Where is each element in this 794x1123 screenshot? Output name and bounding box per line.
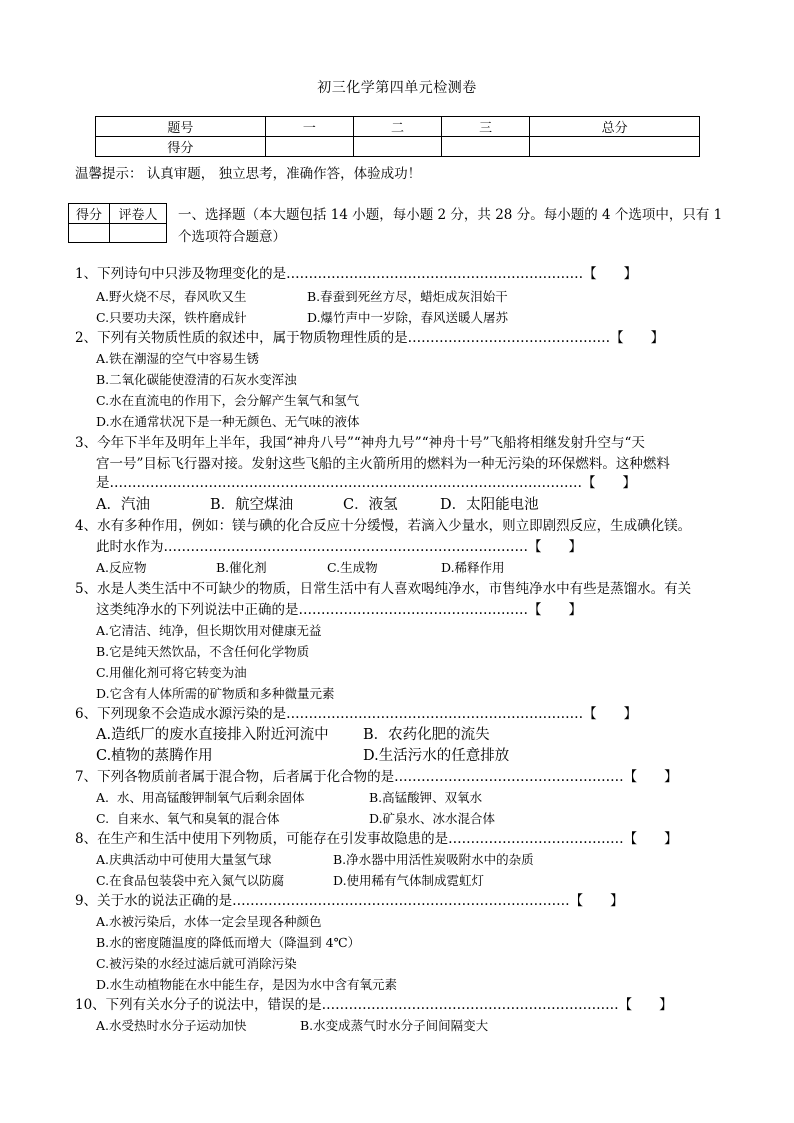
- question-6-option-c[interactable]: C.植物的蒸腾作用: [96, 748, 213, 764]
- question-7-option-d[interactable]: D.矿泉水、冰水混合体: [369, 811, 496, 826]
- question-5-option-a[interactable]: A.它清洁、纯净，但长期饮用对健康无益: [96, 623, 322, 638]
- question-9-option-a[interactable]: A.水被污染后，水体一定会呈现各种颜色: [96, 914, 322, 929]
- question-2-option-d[interactable]: D.水在通常状况下是一种无颜色、无气味的液体: [96, 414, 360, 429]
- question-4-stem-line: 此时水作为………………………………………………………………………【 】: [96, 539, 582, 555]
- question-3-option-d[interactable]: D．太阳能电池: [440, 497, 539, 513]
- section-heading-line: 一、选择题（本大题包括 14 小题，每小题 2 分，共 28 分。每小题的 4 个选项中，只有 1: [178, 207, 723, 223]
- grader-table: [68, 203, 167, 243]
- score-cell: 二: [353, 117, 441, 137]
- question-7-stem: 7、下列各物质前者属于混合物，后者属于化合物的是……………………………………………【 】: [75, 769, 678, 785]
- section-heading: [178, 204, 728, 248]
- question-4-option-a[interactable]: A.反应物: [96, 560, 147, 575]
- question-9-option-c[interactable]: C.被污染的水经过滤后就可消除污染: [96, 956, 297, 971]
- question-3-option-a[interactable]: A．汽油: [96, 497, 150, 513]
- question-3-stem-line: 是……………………………………………………………………………………………【 】: [96, 475, 636, 491]
- question-4-option-c[interactable]: C.生成物: [327, 560, 378, 575]
- question-9-stem: 9、关于水的说法正确的是…………………………………………………………………【 】: [75, 893, 624, 909]
- grader-name-label: 评卷人: [110, 204, 167, 224]
- question-5-option-b[interactable]: B.它是纯天然饮品，不含任何化学物质: [96, 644, 310, 659]
- question-7-option-c[interactable]: C. 自来水、氧气和臭氧的混合体: [96, 811, 280, 826]
- question-4-option-b[interactable]: B.催化剂: [216, 560, 267, 575]
- question-10-stem: 10、下列有关水分子的说法中，错误的是…………………………………………………………【 】: [75, 997, 673, 1013]
- score-input-cell[interactable]: [530, 137, 700, 157]
- grader-name-cell[interactable]: [110, 224, 167, 243]
- question-8-option-b[interactable]: B.净水器中用活性炭吸附水中的杂质: [333, 852, 534, 867]
- question-1-option-d[interactable]: D.爆竹声中一岁除，春风送暖人屠苏: [307, 310, 509, 325]
- score-cell: 三: [442, 117, 530, 137]
- question-1-option-a[interactable]: A.野火烧不尽，春风吹又生: [96, 289, 247, 304]
- question-3-stem-line: 宫一号”目标飞行器对接。发射这些飞船的主火箭所用的燃料为一种无污染的环保燃料。这种燃料: [96, 456, 670, 472]
- question-6-option-d[interactable]: D.生活污水的任意排放: [363, 748, 510, 764]
- question-4-option-d[interactable]: D.稀释作用: [441, 560, 505, 575]
- question-9-option-d[interactable]: D.水生动植物能在水中能生存，是因为水中含有氧元素: [96, 977, 398, 992]
- grader-score-cell[interactable]: [69, 224, 110, 243]
- question-2-option-c[interactable]: C.水在直流电的作用下，会分解产生氧气和氢气: [96, 393, 360, 408]
- question-8-option-a[interactable]: A.庆典活动中可使用大量氢气球: [96, 852, 272, 867]
- score-table: [95, 116, 700, 157]
- question-5-stem-line: 这类纯净水的下列说法中正确的是……………………………………………【 】: [96, 602, 582, 618]
- question-9-option-b[interactable]: B.水的密度随温度的降低而增大（降温到 4℃）: [96, 935, 361, 950]
- question-3-option-b[interactable]: B．航空煤油: [210, 497, 294, 513]
- score-input-cell[interactable]: [353, 137, 441, 157]
- question-8-option-d[interactable]: D.使用稀有气体制成霓虹灯: [333, 873, 485, 888]
- question-2-option-b[interactable]: B.二氧化碳能使澄清的石灰水变浑浊: [96, 372, 297, 387]
- score-input-cell[interactable]: [442, 137, 530, 157]
- question-1-option-b[interactable]: B.春蚕到死丝方尽，蜡炬成灰泪始干: [307, 289, 508, 304]
- question-5-stem-line: 5、水是人类生活中不可缺少的物质，日常生活中有人喜欢喝纯净水，市售纯净水中有些是蒸馏水。有关: [75, 581, 692, 597]
- question-5-option-c[interactable]: C.用催化剂可将它转变为油: [96, 665, 247, 680]
- score-cell: 得分: [96, 137, 266, 157]
- section-heading-line: 个选项符合题意）: [178, 229, 286, 245]
- question-6-option-a[interactable]: A.造纸厂的废水直接排入附近河流中: [96, 727, 329, 743]
- question-6-stem: 6、下列现象不会造成水源污染的是…………………………………………………………【 】: [75, 706, 638, 722]
- question-7-option-a[interactable]: A. 水、用高锰酸钾制氧气后剩余固体: [96, 790, 305, 805]
- question-3-stem-line: 3、今年下半年及明年上半年，我国“神舟八号”“神舟九号”“神舟十号”飞船将相继发射升空与“天: [75, 435, 645, 451]
- score-table-row-header: [96, 117, 700, 137]
- question-2-option-a[interactable]: A.铁在潮湿的空气中容易生锈: [96, 351, 260, 366]
- question-7-option-b[interactable]: B.高锰酸钾、双氧水: [369, 790, 483, 805]
- question-10-option-a[interactable]: A.水受热时水分子运动加快: [96, 1018, 247, 1033]
- question-8-option-c[interactable]: C.在食品包装袋中充入氮气以防腐: [96, 873, 285, 888]
- question-2-stem: 2、下列有关物质性质的叙述中，属于物质物理性质的是………………………………………【 】: [75, 330, 665, 346]
- score-input-cell[interactable]: [265, 137, 353, 157]
- question-10-option-b[interactable]: B.水变成蒸气时水分子间间隔变大: [300, 1018, 489, 1033]
- question-5-option-d[interactable]: D.它含有人体所需的矿物质和多种微量元素: [96, 686, 335, 701]
- question-1-option-c[interactable]: C.只要功夫深，铁杵磨成针: [96, 310, 247, 325]
- score-cell: 一: [265, 117, 353, 137]
- score-cell: 总分: [530, 117, 700, 137]
- tip-text: 温馨提示： 认真审题， 独立思考，准确作答，体验成功！: [75, 166, 422, 182]
- question-3-option-c[interactable]: C．液氢: [343, 497, 398, 513]
- page-title: 初三化学第四单元检测卷: [317, 80, 477, 96]
- grader-score-label: 得分: [69, 204, 110, 224]
- question-1-stem: 1、下列诗句中只涉及物理变化的是…………………………………………………………【 】: [75, 266, 638, 282]
- question-8-stem: 8、在生产和生活中使用下列物质，可能存在引发事故隐患的是…………………………………【 】: [75, 831, 678, 847]
- score-cell: 题号: [96, 117, 266, 137]
- score-table-row-score: [96, 137, 700, 157]
- question-6-option-b[interactable]: B．农药化肥的流失: [363, 727, 490, 743]
- question-4-stem-line: 4、水有多种作用，例如：镁与碘的化合反应十分缓慢，若滴入少量水，则立即剧烈反应，生成碘化镁。: [75, 518, 692, 534]
